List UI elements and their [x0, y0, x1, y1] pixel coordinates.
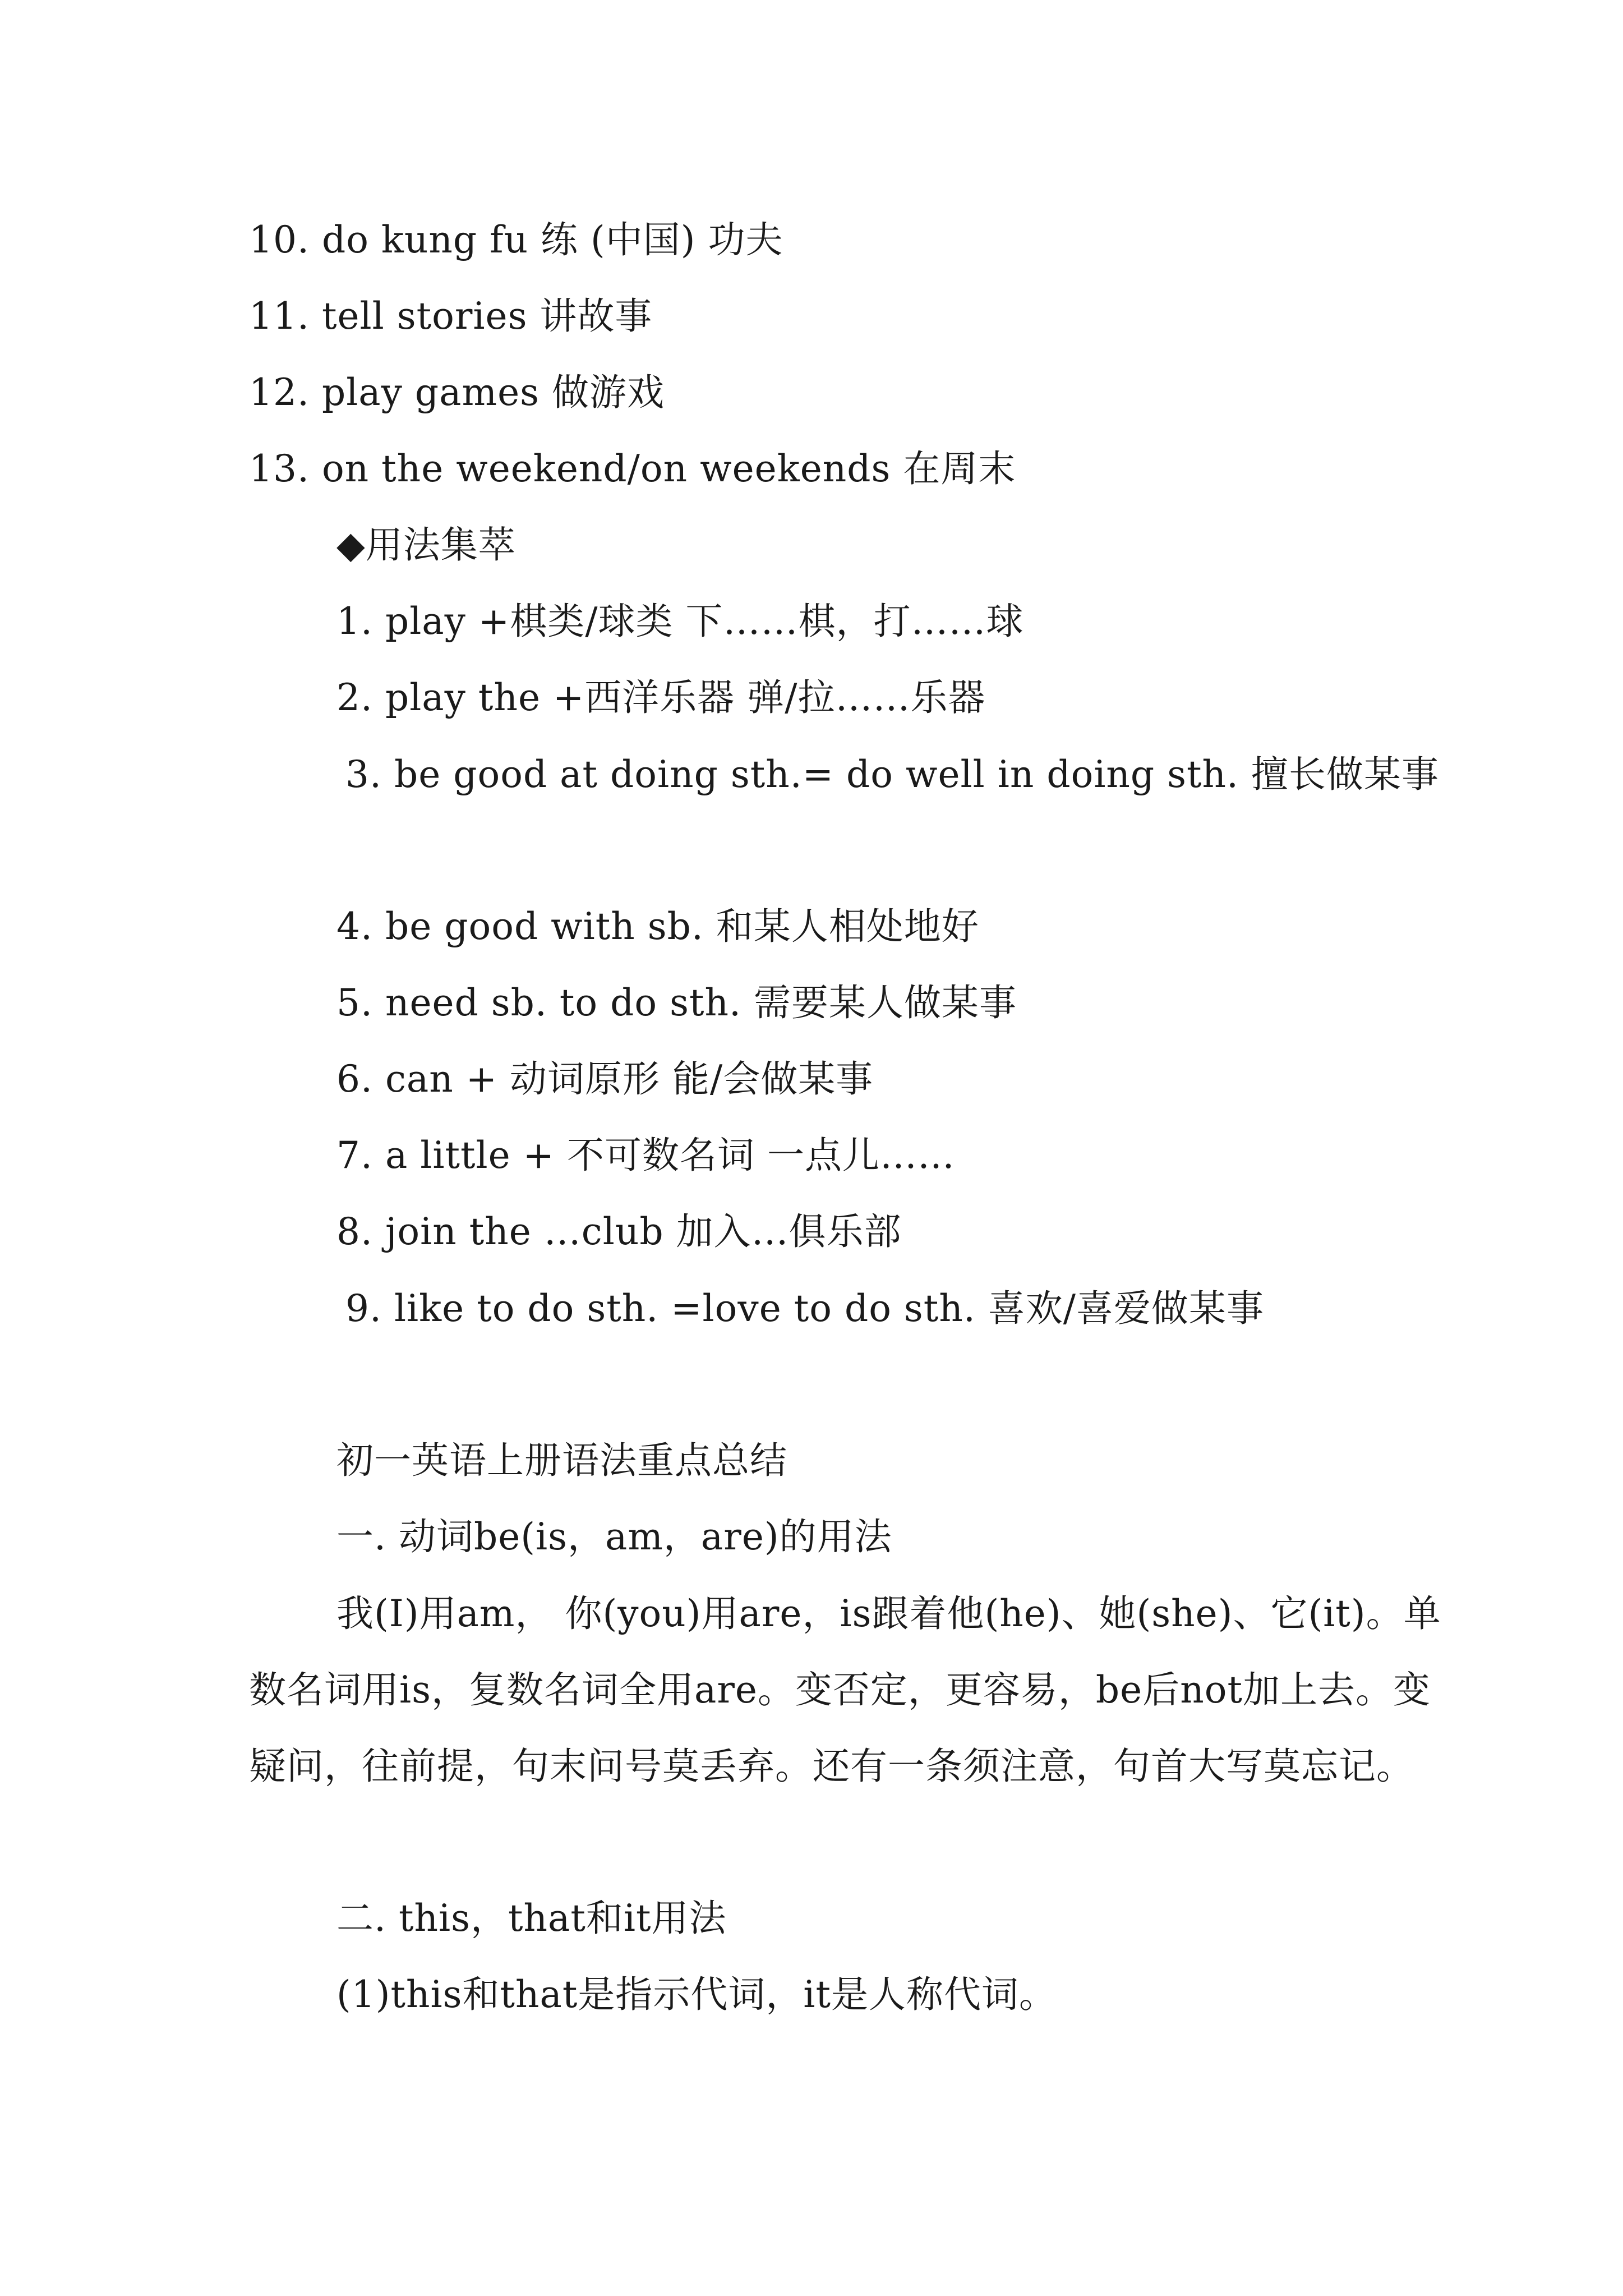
- section-2-item-1: (1)this和that是指示代词，it是人称代词。: [336, 1973, 1057, 2016]
- usage-item-3: 3. be good at doing sth.= do well in doing sth. 擅长做某事: [345, 753, 1440, 796]
- usage-item-4: 4. be good with sb. 和某人相处地好: [336, 905, 979, 948]
- usage-item-7: 7. a little + 不可数名词 一点儿……: [336, 1134, 955, 1177]
- usage-item-1: 1. play +棋类/球类 下……棋，打……球: [336, 600, 1024, 643]
- section-2-heading: 二. this，that和it用法: [336, 1897, 727, 1940]
- usage-item-9: 9. like to do sth. =love to do sth. 喜欢/喜爱做某事: [345, 1287, 1265, 1330]
- vocab-phrase-11: 11. tell stories 讲故事: [249, 295, 653, 338]
- vocab-phrase-12: 12. play games 做游戏: [249, 371, 665, 414]
- usage-item-2: 2. play the +西洋乐器 弹/拉……乐器: [336, 676, 986, 719]
- section-1-heading: 一. 动词be(is，am，are)的用法: [336, 1515, 892, 1558]
- usage-item-6: 6. can + 动词原形 能/会做某事: [336, 1057, 874, 1101]
- usage-heading: ◆用法集萃: [336, 523, 516, 567]
- usage-item-5: 5. need sb. to do sth. 需要某人做某事: [336, 981, 1017, 1024]
- grammar-title: 初一英语上册语法重点总结: [336, 1439, 787, 1482]
- section-1-text: 我(I)用am， 你(you)用are，is跟着他(he)、她(she)、它(it)。单数名词用is，复数名词全用are。变否定，更容易，be后not加上去。变疑问，往前提，句末问号莫丢弃。还有一条须注意，句首大写莫忘记。: [249, 1592, 1441, 1788]
- usage-item-8: 8. join the …club 加入…俱乐部: [336, 1210, 902, 1253]
- vocab-phrase-13: 13. on the weekend/on weekends 在周末: [249, 447, 1016, 490]
- vocab-phrase-10: 10. do kung fu 练 (中国) 功夫: [249, 218, 783, 261]
